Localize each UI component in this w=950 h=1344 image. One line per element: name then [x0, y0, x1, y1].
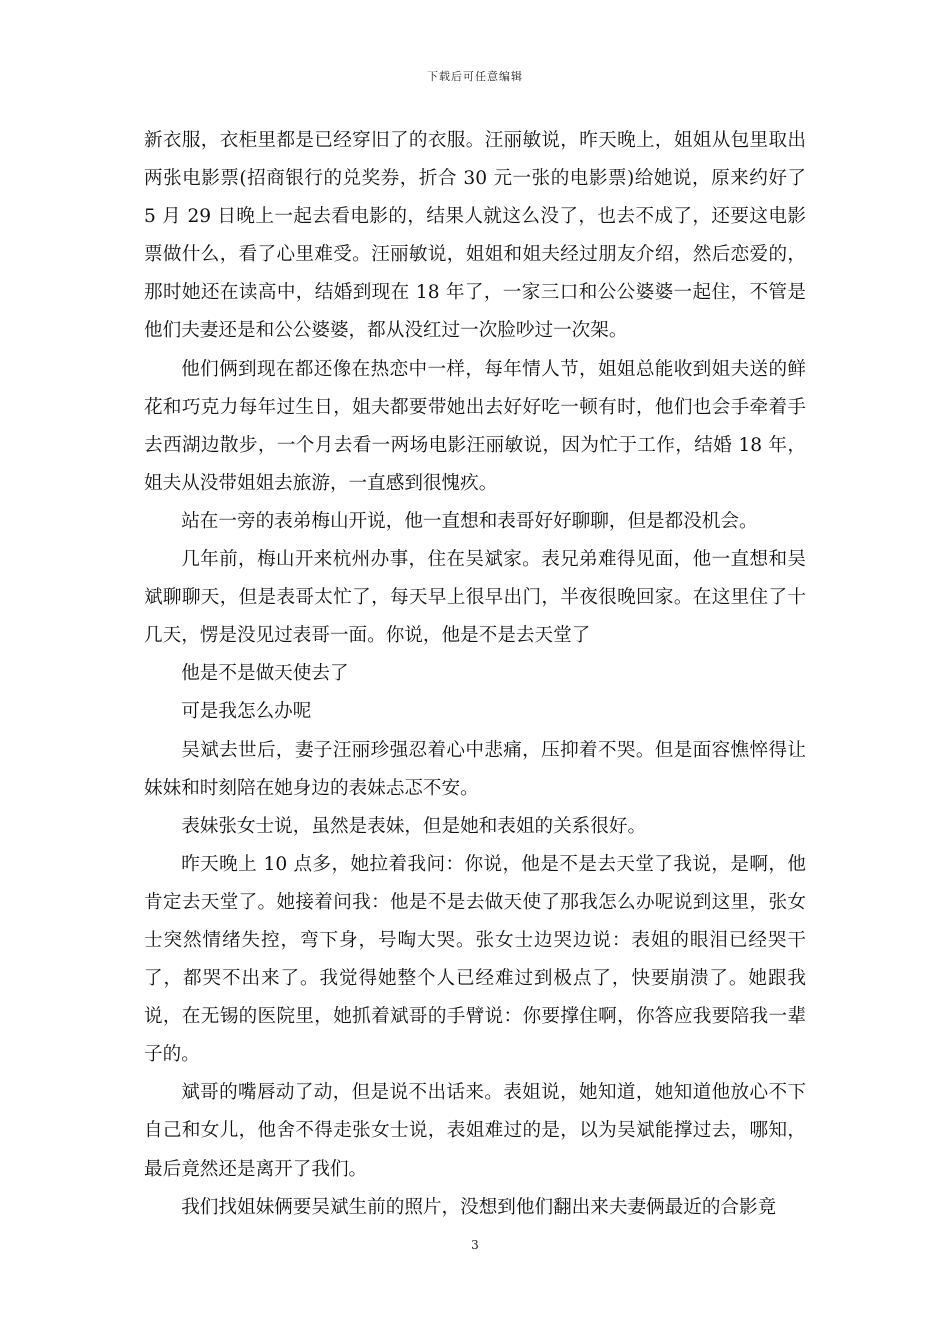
paragraph-7: 吴斌去世后，妻子汪丽珍强忍着心中悲痛，压抑着不哭。但是面容憔悴得让妹妹和时刻陪在她身边的表妹忐忑不安。 [144, 739, 806, 799]
body-text [144, 122, 806, 1227]
paragraph-1: 新衣服，衣柜里都是已经穿旧了的衣服。汪丽敏说，昨天晚上，姐姐从包里取出两张电影票(招商银行的兑奖券，折合 30 元一张的电影票)给她说，原来约好了 5 月 29 日晚上一起去看电影的，结果人就这么没了，也去不成了，还要这电影票做什么，看了心里难受。汪丽敏说，姐姐和姐夫经过朋友介绍，然后恋爱的，那时她还在读高中，结婚到现在 18 年了，一家三口和公公婆婆一起住，不管是他们夫妻还是和公公婆婆，都从没红过一次脸吵过一次架。 [144, 130, 806, 342]
paragraph-8: 表妹张女士说，虽然是表妹，但是她和表姐的关系很好。 [181, 815, 647, 837]
paragraph-4: 几年前，梅山开来杭州办事，住在吴斌家。表兄弟难得见面，他一直想和吴斌聊聊天，但是表哥太忙了，每天早上很早出门，半夜很晚回家。在这里住了十几天，愣是没见过表哥一面。你说，他是不是去天堂了 [144, 549, 806, 647]
paragraph-10: 斌哥的嘴唇动了动，但是说不出话来。表姐说，她知道，她知道他放心不下自己和女儿，他舍不得走张女士说，表姐难过的是，以为吴斌能撑过去，哪知，最后竟然还是离开了我们。 [144, 1082, 806, 1180]
paragraph-6: 可是我怎么办呢 [181, 701, 312, 723]
paragraph-2: 他们俩到现在都还像在热恋中一样，每年情人节，姐姐总能收到姐夫送的鲜花和巧克力每年过生日，姐夫都要带她出去好好吃一顿有时，他们也会手牵着手去西湖边散步，一个月去看一两场电影汪丽敏说，因为忙于工作，结婚 18 年，姐夫从没带姐姐去旅游，一直感到很愧疚。 [144, 358, 806, 494]
paragraph-11: 我们找姐妹俩要吴斌生前的照片，没想到他们翻出来夫妻俩最近的合影竟 [181, 1196, 777, 1218]
paragraph-5: 他是不是做天使去了 [181, 663, 349, 685]
paragraph-3: 站在一旁的表弟梅山开说，他一直想和表哥好好聊聊，但是都没机会。 [181, 510, 758, 532]
page-header: 下载后可任意编辑 [427, 70, 523, 83]
page-number: 3 [471, 1238, 479, 1252]
paragraph-9: 昨天晚上 10 点多，她拉着我问：你说，他是不是去天堂了我说，是啊，他肯定去天堂了。她接着问我：他是不是去做天使了那我怎么办呢说到这里，张女士突然情绪失控，弯下身，号啕大哭。张女士边哭边说：表姐的眼泪已经哭干了，都哭不出来了。我觉得她整个人已经难过到极点了，快要崩溃了。她跟我说，在无锡的医院里，她抓着斌哥的手臂说：你要撑住啊，你答应我要陪我一辈子的。 [144, 853, 806, 1066]
